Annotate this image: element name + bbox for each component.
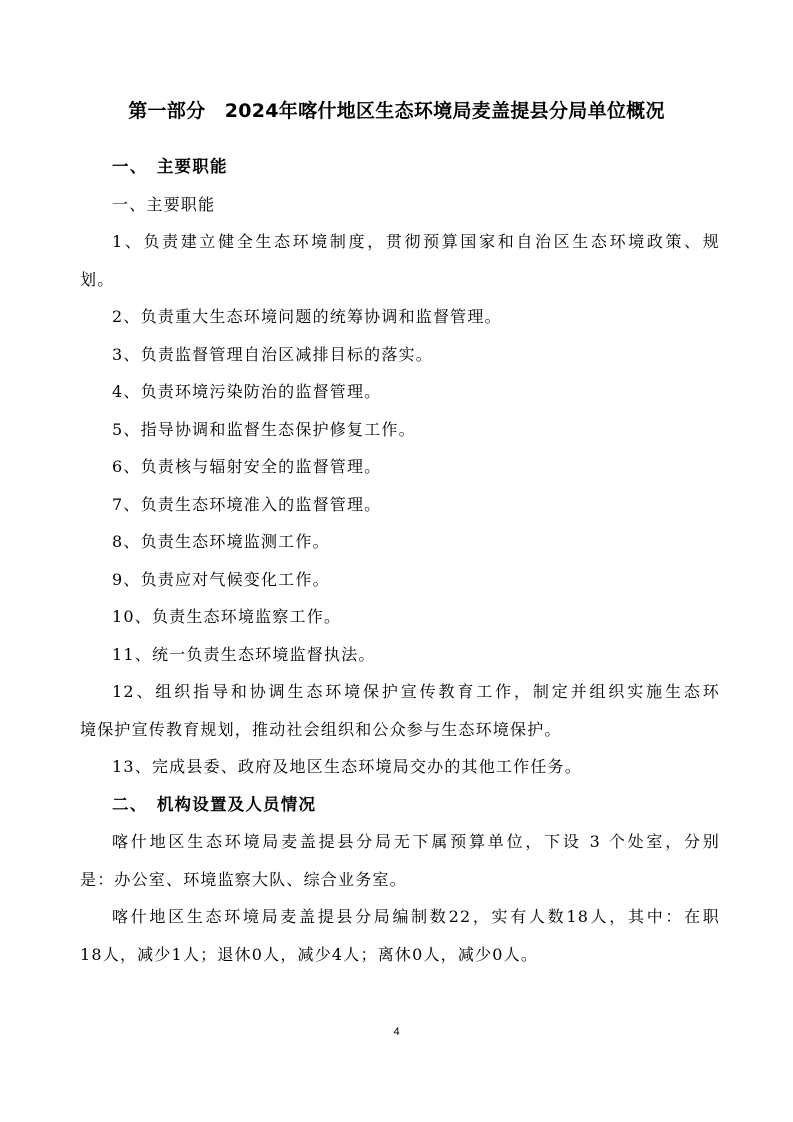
list-item-line: 12、组织指导和协调生态环境保护宣传教育工作，制定并组织实施生态环 <box>112 682 720 701</box>
list-item: 5、指导协调和监督生态保护修复工作。 <box>112 419 416 439</box>
paragraph-line: 是：办公室、环境监察大队、综合业务室。 <box>80 869 407 889</box>
paragraph-line: 18人，减少1人；退休0人，减少4人；离休0人，减少0人。 <box>80 944 539 964</box>
subheading-main-functions: 一、主要职能 <box>112 194 216 214</box>
paragraph-line: 喀什地区生态环境局麦盖提县分局编制数22，实有人数18人，其中：在职 <box>112 907 720 926</box>
list-item: 2、负责重大生态环境问题的统筹协调和监督管理。 <box>112 307 502 326</box>
list-item-line: 1、负责建立健全生态环境制度，贯彻预算国家和自治区生态环境政策、规 <box>112 232 720 251</box>
page-number: 4 <box>393 1026 400 1038</box>
list-item: 8、负责生态环境监测工作。 <box>112 532 330 551</box>
list-item <box>80 223 720 298</box>
section-heading-main-functions: 一、 主要职能 <box>112 157 228 176</box>
list-item: 7、负责生态环境准入的监督管理。 <box>112 494 382 514</box>
section-heading-organization: 二、 机构设置及人员情况 <box>112 794 317 814</box>
list-item-line: 境保护宣传教育规划，推动社会组织和公众参与生态环境保护。 <box>80 719 562 739</box>
list-item <box>80 673 720 748</box>
list-item: 13、完成县委、政府及地区生态环境局交办的其他工作任务。 <box>112 757 582 776</box>
list-item: 4、负责环境污染防治的监督管理。 <box>112 382 382 401</box>
paragraph <box>80 898 720 973</box>
list-item: 6、负责核与辐射安全的监督管理。 <box>112 457 382 476</box>
document-body <box>80 148 720 973</box>
list-item: 3、负责监督管理自治区减排目标的落实。 <box>112 344 433 364</box>
list-item: 10、负责生态环境监察工作。 <box>112 607 342 626</box>
paragraph <box>80 823 720 898</box>
list-item-line: 划。 <box>80 269 115 289</box>
list-item: 9、负责应对气候变化工作。 <box>112 569 330 589</box>
page-title: 第一部分 2024年喀什地区生态环境局麦盖提县分局单位概况 <box>128 100 665 122</box>
list-item: 11、统一负责生态环境监督执法。 <box>112 644 376 664</box>
paragraph-line: 喀什地区生态环境局麦盖提县分局无下属预算单位，下设 3 个处室，分别 <box>112 832 720 851</box>
